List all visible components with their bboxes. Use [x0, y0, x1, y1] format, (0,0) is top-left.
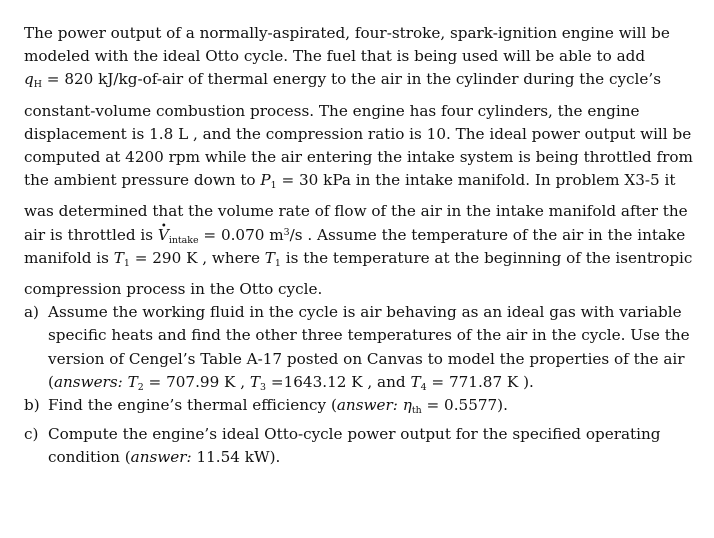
- text-line: displacement is 1.8 L , and the compression ratio is 10. The ideal power output will be: [24, 124, 692, 143]
- text-line: [24, 247, 700, 270]
- answer-word: answers:: [53, 372, 123, 391]
- spacer: [24, 92, 700, 100]
- v-dot-symbol: • V: [158, 226, 169, 244]
- parts-list: [24, 301, 700, 469]
- line-part: Find the engine’s thermal efficiency (: [48, 396, 337, 415]
- part-c: [24, 423, 700, 469]
- line-part: 11.54 kW).: [191, 448, 281, 467]
- text-line: was determined that the volume rate of flow of the air in the intake manifold after the: [24, 202, 688, 221]
- p-symbol: P: [260, 171, 271, 190]
- t-subscript: 4: [420, 381, 427, 393]
- text-line: [48, 371, 700, 394]
- line-part: air is throttled is: [24, 225, 158, 244]
- t-subscript: 1: [274, 257, 281, 269]
- q-subscript: H: [33, 79, 42, 91]
- part-label: c): [24, 425, 39, 444]
- t-symbol: T: [113, 248, 124, 267]
- problem-statement: [24, 22, 700, 301]
- line-part: = 290 K , where: [129, 248, 265, 267]
- text-line: [48, 394, 700, 417]
- text-line: compression process in the Otto cycle.: [24, 280, 323, 299]
- text-line: computed at 4200 rpm while the air entering the intake system is being throttled from: [24, 148, 693, 167]
- t-subscript: 2: [137, 381, 144, 393]
- line-part: manifold is: [24, 248, 114, 267]
- text-line: specific heats and find the other three temperatures of the air in the cycle. Use the: [48, 326, 690, 345]
- text-line: constant-volume combustion process. The engine has four cylinders, the engine: [24, 101, 640, 120]
- part-b: [24, 394, 700, 417]
- t-symbol: T: [249, 372, 261, 391]
- line-part: = 30 kPa in the intake manifold. In problem X3-5 it: [276, 171, 676, 190]
- line-part: =1643.12 K , and: [266, 372, 411, 391]
- superscript: 3: [283, 226, 290, 238]
- text-line: version of Cengel’s Table A-17 posted on Canvas to model the properties of the air: [48, 349, 685, 368]
- eta-subscript: th: [411, 404, 422, 416]
- t-symbol: T: [264, 248, 275, 267]
- spacer: [24, 270, 700, 278]
- line-part: = 707.99 K ,: [143, 372, 250, 391]
- t-symbol: T: [410, 372, 421, 391]
- text-line: [24, 224, 700, 247]
- text-line: [48, 446, 700, 469]
- spacer: [24, 192, 700, 200]
- part-label: b): [24, 396, 40, 415]
- q-value: = 820 kJ/kg-of-air: [41, 70, 184, 89]
- v-subscript: intake: [168, 234, 199, 246]
- line-part: = 0.070 m: [198, 225, 284, 244]
- line-part: condition (: [48, 448, 131, 467]
- text-line: The power output of a normally-aspirated, four-stroke, spark-ignition engine will be: [24, 24, 670, 42]
- part-label: a): [24, 303, 39, 322]
- p-subscript: 1: [270, 180, 277, 192]
- eta-symbol: η: [402, 396, 412, 415]
- text-line: [24, 169, 700, 192]
- text-line: modeled with the ideal Otto cycle. The fuel that is being used will be able to add: [24, 47, 646, 66]
- line-part: = 0.5577).: [421, 396, 508, 415]
- line-part: /s . Assume the temperature of the air in the intake: [289, 225, 686, 244]
- line-part: (: [48, 372, 54, 391]
- part-a: [24, 301, 700, 394]
- t-subscript: 3: [260, 381, 267, 393]
- answer-word: answer:: [130, 448, 192, 467]
- line-part: the ambient pressure down to: [24, 171, 261, 190]
- t-symbol: T: [127, 372, 138, 391]
- q-rest: of thermal energy to the air in the cylinder during the cycle’s: [183, 70, 662, 89]
- line-part: = 771.87 K ).: [426, 372, 534, 391]
- answer-word: answer:: [336, 396, 398, 415]
- t-subscript: 1: [123, 257, 130, 269]
- text-line: Compute the engine’s ideal Otto-cycle power output for the specified operating: [48, 425, 661, 444]
- text-line: Assume the working fluid in the cycle is air behaving as an ideal gas with variable: [48, 303, 682, 322]
- q-symbol: q: [24, 70, 34, 89]
- text-line: [24, 68, 700, 91]
- line-part: is the temperature at the beginning of the isentropic: [280, 248, 693, 267]
